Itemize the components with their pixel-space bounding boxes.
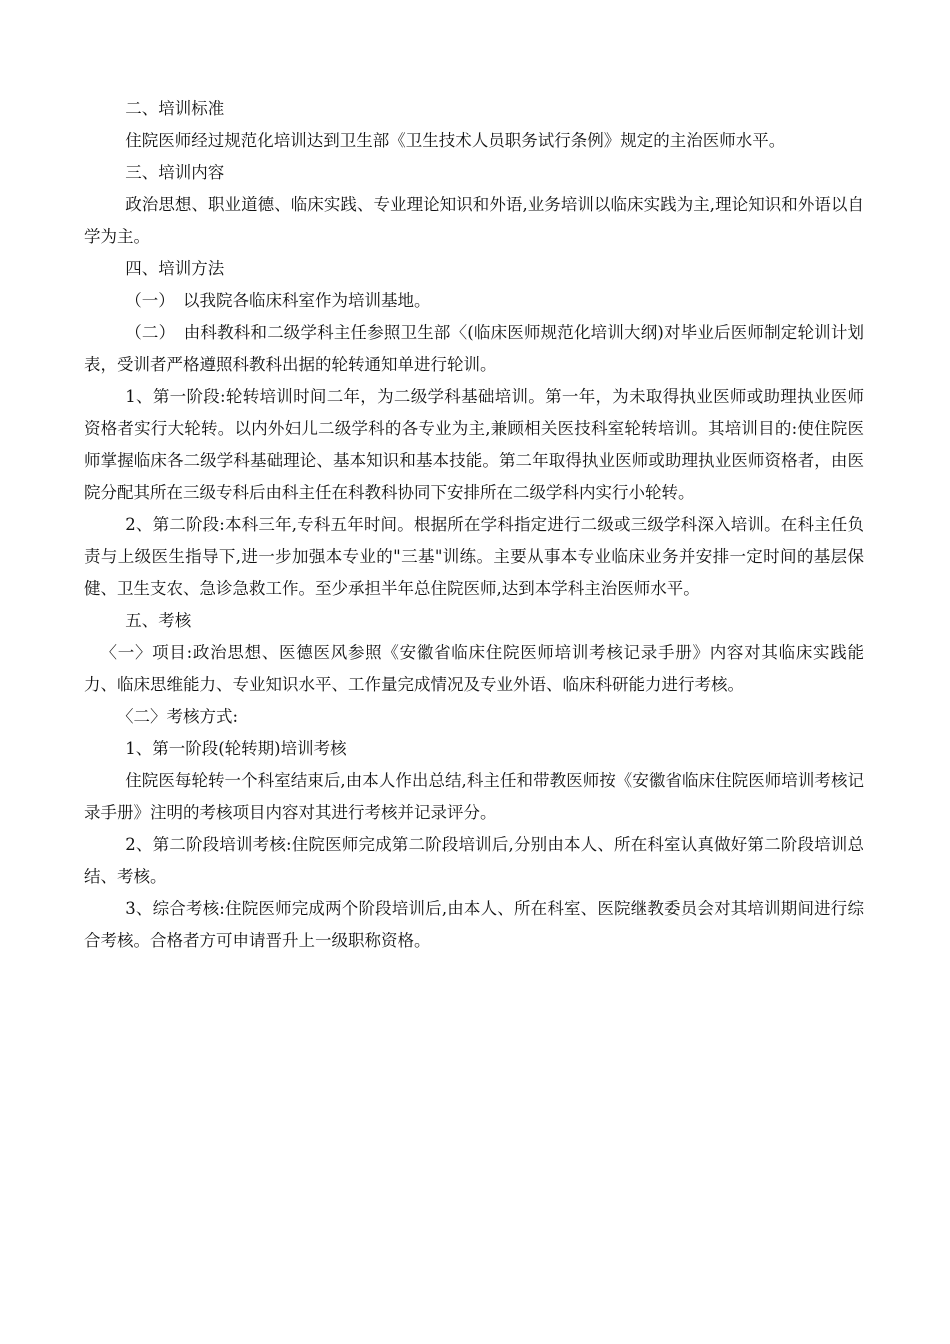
paragraph-method-1: （一） 以我院各临床科室作为培训基地。 bbox=[125, 291, 431, 310]
section-heading-method: 四、培训方法 bbox=[125, 259, 225, 278]
paragraph-assessment-stage-1-detail: 住院医每轮转一个科室结束后,由本人作出总结,科主任和带教医师按《安徽省临床住院医师培训考核记录手册》注明的考核项目内容对其进行考核并记录评分。 bbox=[84, 771, 864, 822]
document-body bbox=[84, 93, 864, 957]
paragraph-stage-1: 1、第一阶段:轮转培训时间二年，为二级学科基础培训。第一年，为未取得执业医师或助理执业医师资格者实行大轮转。以内外妇儿二级学科的各专业为主,兼顾相关医技科室轮转培训。其培训目的:使住院医师掌握临床各二级学科基础理论、基本知识和基本技能。第二年取得执业医师或助理执业医师资格者，由医院分配其所在三级专科后由科主任在科教科协同下安排所在二级学科内实行小轮转。 bbox=[84, 387, 864, 502]
paragraph-assessment-comprehensive: 3、综合考核:住院医师完成两个阶段培训后,由本人、所在科室、医院继教委员会对其培训期间进行综合考核。合格者方可申请晋升上一级职称资格。 bbox=[84, 899, 864, 950]
paragraph-assessment-stage-1: 1、第一阶段(轮转期)培训考核 bbox=[125, 739, 347, 758]
section-heading-assessment: 五、考核 bbox=[125, 611, 192, 630]
paragraph-assessment-method: 〈二〉考核方式: bbox=[117, 707, 239, 726]
paragraph-method-2: （二） 由科教科和二级学科主任参照卫生部〈(临床医师规范化培训大纲)对毕业后医师制定轮训计划表，受训者严格遵照科教科出据的轮转通知单进行轮训。 bbox=[84, 323, 864, 374]
paragraph-content: 政治思想、职业道德、临床实践、专业理论知识和外语,业务培训以临床实践为主,理论知识和外语以自学为主。 bbox=[84, 195, 864, 246]
paragraph-assessment-stage-2: 2、第二阶段培训考核:住院医师完成第二阶段培训后,分别由本人、所在科室认真做好第二阶段培训总结、考核。 bbox=[84, 835, 864, 886]
section-heading-standard: 二、培训标准 bbox=[125, 99, 225, 118]
section-heading-content: 三、培训内容 bbox=[125, 163, 225, 182]
paragraph-standard: 住院医师经过规范化培训达到卫生部《卫生技术人员职务试行条例》规定的主治医师水平。 bbox=[125, 131, 786, 150]
paragraph-assessment-items: 〈一〉项目:政治思想、医德医风参照《安徽省临床住院医师培训考核记录手册》内容对其临床实践能力、临床思维能力、专业知识水平、工作量完成情况及专业外语、临床科研能力进行考核。 bbox=[84, 643, 864, 694]
paragraph-stage-2: 2、第二阶段:本科三年,专科五年时间。根据所在学科指定进行二级或三级学科深入培训。在科主任负责与上级医生指导下,进一步加强本专业的"三基"训练。主要从事本专业临床业务并安排一定时间的基层保健、卫生支农、急诊急救工作。至少承担半年总住院医师,达到本学科主治医师水平。 bbox=[84, 515, 864, 598]
